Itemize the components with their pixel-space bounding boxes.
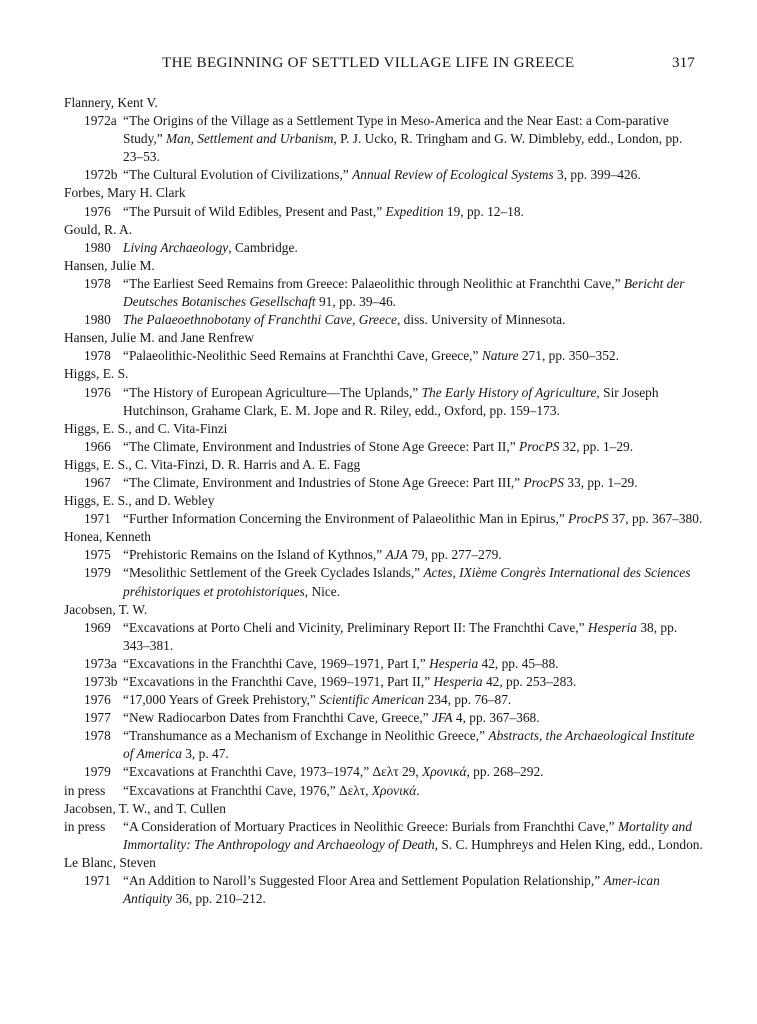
entry-year: 1972a	[84, 113, 117, 129]
author-heading: Higgs, E. S., C. Vita-Finzi, D. R. Harris and A. E. Fagg	[64, 456, 361, 472]
entry-text-part: , Cambridge.	[228, 239, 298, 255]
author-heading: Gould, R. A.	[64, 221, 133, 237]
entry-text	[123, 727, 704, 763]
author-heading: Flannery, Kent V.	[64, 95, 158, 110]
entry-text-part: “Prehistoric Remains on the Island of Kythnos,”	[123, 547, 386, 563]
entry-text	[123, 384, 704, 420]
entry-text-part: 42, pp. 253–283.	[482, 674, 577, 689]
author-heading: Le Blanc, Steven	[64, 854, 156, 870]
entry-title-italic: The Early History of Agriculture	[421, 384, 597, 400]
entry-text	[123, 239, 704, 257]
author-heading: Higgs, E. S., and D. Webley	[64, 493, 215, 509]
entry-title-italic: Annual Review of Ecological Systems	[352, 167, 554, 183]
bibliography-entry	[64, 673, 704, 691]
entry-text-part: “Further Information Concerning the Environment of Palaeolithic Man in Epirus,”	[123, 511, 569, 527]
entry-text-part: “Excavations at Porto Cheli and Vicinity, Preliminary Report II: The Franchthi Cave,”	[123, 619, 588, 635]
entry-text-part: , diss. University of Minnesota.	[396, 312, 566, 328]
running-title: THE BEGINNING OF SETTLED VILLAGE LIFE IN GREECE	[162, 54, 575, 71]
entry-title-italic: Χρονικά	[371, 782, 417, 798]
bibliography-entry	[64, 564, 704, 600]
entry-text	[123, 311, 704, 329]
entry-text-part: , Sir Joseph Hutchinson, Grahame Clark, E. M. Jope and R. Riley, edd., Oxford, pp. 159–173.	[123, 384, 659, 418]
entry-year: 1980	[84, 239, 111, 255]
entry-text-part: “A Consideration of Mortuary Practices in Neolithic Greece: Burials from Franchthi Cave,”	[123, 818, 618, 834]
entry-text	[123, 818, 704, 854]
entry-year: 1977	[84, 710, 111, 726]
entry-title-italic: Abstracts, the Archaeological Institute of America	[123, 728, 695, 762]
bibliography-list	[64, 94, 704, 908]
bibliography-entry	[64, 655, 704, 673]
entry-title-italic: Bericht der Deutsches Botanisches Gesellschaft	[123, 275, 685, 310]
entry-text-part: , pp. 268–292.	[466, 764, 544, 780]
entry-title-italic: Hesperia	[433, 674, 483, 689]
author-heading: Hansen, Julie M.	[64, 257, 155, 273]
entry-text	[123, 112, 704, 166]
bibliography-entry	[64, 347, 704, 365]
entry-title-italic: Mortality and Immortality: The Anthropology and Archaeology of Death	[123, 818, 692, 852]
entry-text	[123, 166, 704, 184]
entry-title-italic: JFA	[431, 710, 453, 726]
entry-text-part: “Excavations at Franchthi Cave, 1973–1974,” Δελτ 29,	[123, 764, 423, 780]
author-heading: Jacobsen, T. W.	[64, 601, 148, 617]
entry-text-part: 91, pp. 39–46.	[315, 294, 396, 310]
entry-text-part: 3, p. 47.	[181, 746, 229, 762]
entry-title-italic: Actes, IXième Congrès International des Sciences préhistoriques et protohistoriques	[123, 565, 691, 599]
bibliography-entry	[64, 510, 704, 528]
entry-text-part: “Excavations in the Franchthi Cave, 1969–1971, Part I,”	[123, 655, 430, 671]
entry-year: 1971	[84, 511, 111, 527]
entry-text-part: “The Climate, Environment and Industries of Stone Age Greece: Part III,”	[123, 474, 524, 490]
entry-text	[123, 872, 704, 908]
bibliography-entry	[64, 438, 704, 456]
entry-title-italic: AJA	[385, 547, 408, 563]
entry-year: 1966	[84, 438, 111, 454]
entry-text	[123, 546, 704, 564]
entry-text-part: 42, pp. 45–88.	[478, 655, 559, 671]
entry-year: 1973a	[84, 655, 117, 671]
entry-text-part: 3, pp. 399–426.	[553, 167, 641, 183]
entry-text-part: 4, pp. 367–368.	[452, 710, 540, 726]
entry-text-part: “The Climate, Environment and Industries of Stone Age Greece: Part II,”	[123, 438, 520, 454]
entry-text-part: 79, pp. 277–279.	[407, 547, 502, 563]
entry-text	[123, 275, 704, 311]
entry-year: 1975	[84, 547, 111, 563]
entry-text-part: , P. J. Ucko, R. Tringham and G. W. Dimbleby, edd., London, pp. 23–53.	[123, 131, 683, 165]
bibliography-entry	[64, 691, 704, 709]
entry-text	[123, 709, 704, 727]
entry-text-part: , S. C. Humphreys and Helen King, edd., London.	[434, 836, 703, 852]
bibliography-entry	[64, 112, 704, 166]
entry-text	[123, 763, 704, 781]
entry-title-italic: Hesperia	[429, 655, 479, 671]
entry-text-part: 36, pp. 210–212.	[172, 891, 266, 907]
entry-title-italic: Man, Settlement and Urbanism	[166, 131, 334, 147]
bibliography-entry	[64, 311, 704, 329]
entry-text	[123, 782, 704, 800]
entry-title-italic: Expedition	[385, 203, 444, 219]
entry-year: 1969	[84, 619, 111, 635]
bibliography-entry	[64, 384, 704, 420]
entry-text-part: 234, pp. 76–87.	[424, 692, 512, 708]
entry-year: 1979	[84, 565, 111, 581]
bibliography-entry	[64, 763, 704, 781]
entry-year: 1967	[84, 474, 111, 490]
entry-title-italic: Scientific American	[319, 692, 425, 708]
page-number: 317	[672, 54, 695, 71]
author-heading: Jacobsen, T. W., and T. Cullen	[64, 800, 226, 816]
entry-title-italic: Hesperia	[587, 619, 637, 635]
entry-text	[123, 510, 704, 528]
entry-title-italic: Nature	[481, 348, 519, 364]
entry-text-part: “The History of European Agriculture—The Uplands,”	[123, 384, 422, 400]
entry-title-italic: ProcPS	[523, 474, 564, 490]
entry-text	[123, 691, 704, 709]
entry-year: 1971	[84, 873, 111, 889]
bibliography-entry	[64, 782, 704, 800]
entry-year: 1976	[84, 692, 111, 708]
entry-year: in press	[64, 782, 106, 798]
entry-text-part: 38, pp. 343–381.	[123, 619, 678, 653]
bibliography-entry	[64, 166, 704, 184]
entry-year: 1973b	[84, 674, 118, 689]
entry-text	[123, 474, 704, 492]
bibliography-entry	[64, 275, 704, 311]
bibliography-entry	[64, 709, 704, 727]
entry-text-part: “Palaeolithic-Neolithic Seed Remains at Franchthi Cave, Greece,”	[123, 348, 482, 364]
entry-text-part: “New Radiocarbon Dates from Franchthi Cave, Greece,”	[123, 710, 432, 726]
entry-text-part: “The Origins of the Village as a Settlement Type in Meso-America and the Near East: a Com-parative Study,”	[123, 113, 669, 147]
entry-text-part: “The Earliest Seed Remains from Greece: Palaeolithic through Neolithic at Franchthi Cave,”	[123, 275, 624, 291]
entry-text-part: “Mesolithic Settlement of the Greek Cyclades Islands,”	[123, 565, 424, 581]
entry-year: 1978	[84, 728, 111, 744]
entry-year: 1978	[84, 348, 111, 364]
entry-text-part: “The Pursuit of Wild Edibles, Present and Past,”	[123, 203, 386, 219]
entry-text	[123, 655, 704, 673]
entry-text-part: 33, pp. 1–29.	[563, 474, 638, 490]
entry-text	[123, 203, 704, 221]
entry-text-part: 271, pp. 350–352.	[518, 348, 619, 364]
bibliography-entry	[64, 619, 704, 655]
running-header	[0, 54, 757, 74]
entry-title-italic: Χρονικά	[422, 764, 467, 780]
entry-year: 1978	[84, 275, 111, 291]
entry-text	[123, 619, 704, 655]
author-heading: Higgs, E. S., and C. Vita-Finzi	[64, 420, 228, 436]
bibliography-entry	[64, 474, 704, 492]
entry-title-italic: Amer-ican Antiquity	[123, 873, 660, 907]
entry-text-part: “Excavations at Franchthi Cave, 1976,” Δελτ,	[123, 782, 372, 798]
entry-text-part: , Nice.	[304, 583, 341, 599]
author-heading: Forbes, Mary H. Clark	[64, 185, 186, 201]
entry-year: 1972b	[84, 167, 118, 183]
entry-text	[123, 564, 704, 600]
bibliography-entry	[64, 546, 704, 564]
bibliography-entry	[64, 239, 704, 257]
entry-text	[123, 673, 704, 691]
author-heading: Higgs, E. S.	[64, 366, 129, 382]
entry-title-italic: Living Archaeology	[123, 239, 229, 255]
author-heading: Hansen, Julie M. and Jane Renfrew	[64, 330, 255, 346]
entry-text-part: “Excavations in the Franchthi Cave, 1969–1971, Part II,”	[123, 674, 434, 689]
entry-text	[123, 347, 704, 365]
entry-text-part: “The Cultural Evolution of Civilizations,”	[123, 167, 353, 183]
entry-title-italic: The Palaeoethnobotany of Franchthi Cave, Greece	[123, 312, 397, 328]
entry-title-italic: ProcPS	[519, 438, 560, 454]
entry-year: 1980	[84, 312, 111, 328]
bibliography-entry	[64, 872, 704, 908]
entry-title-italic: ProcPS	[568, 511, 609, 527]
entry-text-part: “17,000 Years of Greek Prehistory,”	[123, 692, 320, 708]
bibliography-entry	[64, 727, 704, 763]
entry-year: 1976	[84, 203, 111, 219]
entry-text-part: “An Addition to Naroll’s Suggested Floor Area and Settlement Population Relationship,”	[123, 873, 604, 889]
entry-year: 1976	[84, 384, 111, 400]
author-heading: Honea, Kenneth	[64, 529, 152, 545]
entry-text-part: 32, pp. 1–29.	[559, 438, 634, 454]
entry-text	[123, 438, 704, 456]
entry-text-part: 37, pp. 367–380.	[608, 511, 703, 527]
entry-year: in press	[64, 818, 106, 834]
bibliography-entry	[64, 818, 704, 854]
entry-text-part: 19, pp. 12–18.	[443, 203, 524, 219]
entry-year: 1979	[84, 764, 111, 780]
entry-text-part: .	[416, 782, 420, 798]
bibliography-entry	[64, 203, 704, 221]
entry-text-part: “Transhumance as a Mechanism of Exchange in Neolithic Greece,”	[123, 728, 489, 744]
